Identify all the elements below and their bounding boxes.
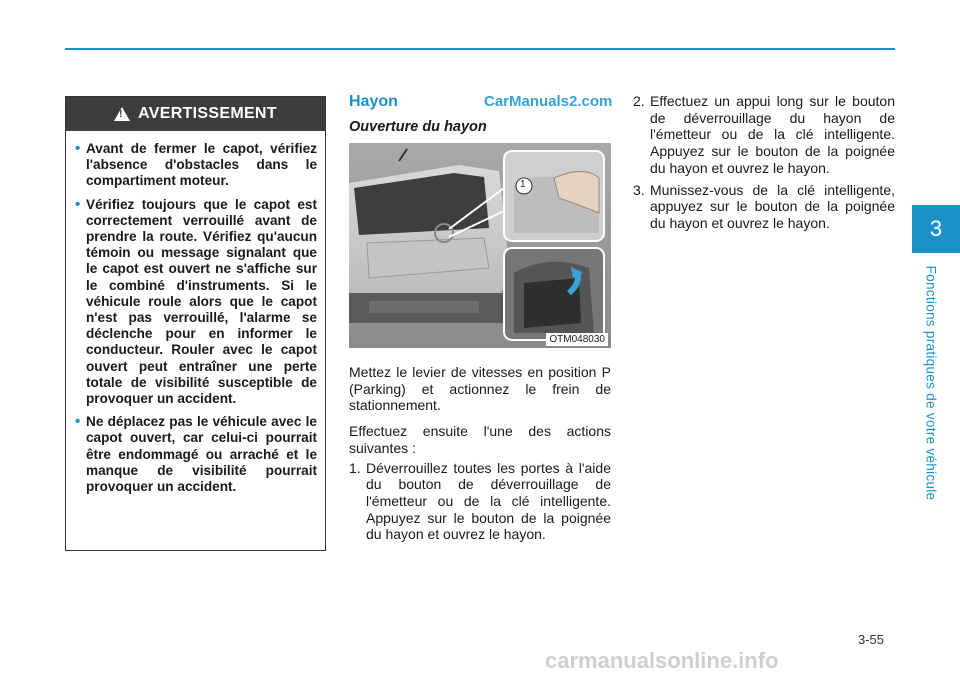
chapter-number: 3 (929, 216, 943, 241)
step-text: Munissez-vous de la clé intelligente, appuyez sur le bouton de la poignée du hayon et ouvrez le hayon. (650, 181, 895, 231)
warning-icon (114, 107, 130, 121)
warning-item: • Ne déplacez pas le véhicule avec le capot ouvert, car celui-ci pourrait être endommagé ou arraché et le manque de visibilité pourrait provoquer un accident. (86, 414, 317, 495)
step-item (349, 460, 611, 544)
step-number: 1. (349, 459, 361, 476)
warning-item: • Vérifiez toujours que le capot est correctement verrouillé avant de prendre la route. Vérifiez qu'aucun témoin ou message signalant que le capot est ouvert ne s'affiche sur le combiné d'instruments. Si le véhicule roule alors que le capot n'est pas verrouillé, l'alarme se déclenche pour en informer le conducteur. Rouler avec le capot ouvert peut entraîner une perte totale de visibilité susceptible de provoquer un accident. (86, 197, 317, 408)
footer-site[interactable]: carmanualsonline.info (545, 648, 779, 673)
warning-list (66, 131, 325, 495)
step-number: 3. (633, 181, 645, 198)
main-text-column (349, 364, 611, 543)
section-subtitle: Ouverture du hayon (349, 119, 487, 135)
step-number: 2. (633, 93, 645, 109)
step-text: Effectuez un appui long sur le bouton de déverrouillage du hayon de l'émetteur ou de la clé intelligente. Appuyez sur le bouton de la poignée du hayon et ouvrez le hayon. (650, 93, 895, 176)
watermark-link[interactable]: CarManuals2.com (484, 93, 613, 110)
page-number: 3-55 (858, 632, 885, 647)
chapter-title-vertical (921, 258, 941, 508)
step-item (633, 93, 895, 177)
chapter-title: Fonctions pratiques de votre véhicule (923, 265, 939, 501)
paragraph-2: Effectuez ensuite l'une des actions suivantes : (349, 423, 611, 456)
warning-box (65, 96, 326, 551)
warning-item: • Avant de fermer le capot, vérifiez l'absence d'obstacles dans le compartiment moteur. (86, 141, 317, 190)
paragraph-1: Mettez le levier de vitesses en position P (Parking) et actionnez le frein de stationnement. (349, 364, 611, 414)
car-rear-image (349, 143, 611, 348)
warning-header (66, 97, 325, 131)
step-item (633, 182, 895, 232)
step-text: Déverrouillez toutes les portes à l'aide du bouton de déverrouillage de l'émetteur ou de la clé intelligente. Appuyez sur le bouton de la poignée du hayon et ouvrez le hayon. (366, 459, 611, 543)
tailgate-illustration (349, 143, 611, 348)
section-title: Hayon (349, 93, 398, 110)
right-text-column (633, 93, 895, 232)
figure-callout-1: 1 (520, 179, 526, 190)
top-rule (65, 48, 895, 50)
chapter-tab (912, 205, 960, 253)
figure-code: OTM048030 (546, 333, 608, 346)
warning-title: AVERTISSEMENT (138, 105, 277, 122)
